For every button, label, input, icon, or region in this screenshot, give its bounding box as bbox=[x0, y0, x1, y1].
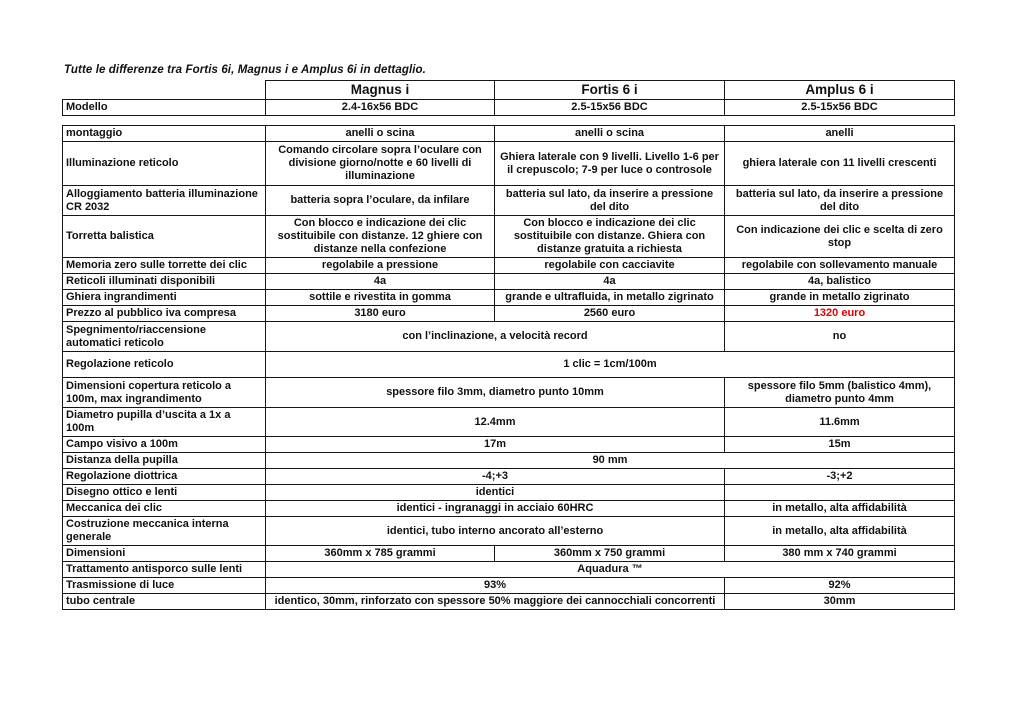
model-value-magnus: 2.4-16x56 BDC bbox=[266, 100, 495, 116]
spec-label-cell: Illuminazione reticolo bbox=[63, 142, 266, 186]
spec-value-cell: 12.4mm bbox=[266, 408, 725, 437]
spec-value-cell: 17m bbox=[266, 437, 725, 453]
spec-label-cell: Trasmissione di luce bbox=[63, 578, 266, 594]
table-row bbox=[63, 578, 955, 594]
spec-value-cell: 360mm x 750 grammi bbox=[495, 546, 725, 562]
spec-label-cell: Dimensioni bbox=[63, 546, 266, 562]
table-row bbox=[63, 453, 955, 469]
spec-label-cell: Meccanica dei clic bbox=[63, 501, 266, 517]
comparison-table bbox=[62, 125, 955, 610]
spec-value-cell: identici, tubo interno ancorato all’esterno bbox=[266, 517, 725, 546]
spec-label-cell: Alloggiamento batteria illuminazione CR 2032 bbox=[63, 186, 266, 216]
spec-value-cell: sottile e rivestita in gomma bbox=[266, 290, 495, 306]
spec-value-cell: 3180 euro bbox=[266, 306, 495, 322]
table-row bbox=[63, 546, 955, 562]
spec-value-cell: 4a bbox=[266, 274, 495, 290]
table-row bbox=[63, 469, 955, 485]
spec-label-cell: Ghiera ingrandimenti bbox=[63, 290, 266, 306]
spec-value-cell: Aquadura ™ bbox=[266, 562, 955, 578]
spec-value-cell: identici - ingranaggi in acciaio 60HRC bbox=[266, 501, 725, 517]
spec-value-cell: Con indicazione dei clic e scelta di zero stop bbox=[725, 216, 955, 258]
spec-value-cell: grande in metallo zigrinato bbox=[725, 290, 955, 306]
spec-value-cell: 2560 euro bbox=[495, 306, 725, 322]
spec-label-cell: Prezzo al pubblico iva compresa bbox=[63, 306, 266, 322]
spec-label-cell: Memoria zero sulle torrette dei clic bbox=[63, 258, 266, 274]
model-value-fortis: 2.5-15x56 BDC bbox=[495, 100, 725, 116]
spec-value-cell: -4;+3 bbox=[266, 469, 725, 485]
product-name-fortis: Fortis 6 i bbox=[495, 81, 725, 100]
spec-value-cell bbox=[725, 485, 955, 501]
table-row bbox=[63, 290, 955, 306]
spec-value-cell: Con blocco e indicazione dei clic sostituibile con distanze. Ghiera con distanze gratuita a richiesta bbox=[495, 216, 725, 258]
spec-value-cell: -3;+2 bbox=[725, 469, 955, 485]
table-row bbox=[63, 352, 955, 378]
spec-value-cell: Comando circolare sopra l’oculare con divisione giorno/notte e 60 livelli di illuminazione bbox=[266, 142, 495, 186]
spec-label-cell: Campo visivo a 100m bbox=[63, 437, 266, 453]
spec-value-cell: 15m bbox=[725, 437, 955, 453]
table-row bbox=[63, 322, 955, 352]
table-row bbox=[63, 594, 955, 610]
spec-value-cell: regolabile a pressione bbox=[266, 258, 495, 274]
product-name-amplus: Amplus 6 i bbox=[725, 81, 955, 100]
spec-value-cell: batteria sopra l’oculare, da infilare bbox=[266, 186, 495, 216]
table-row bbox=[63, 306, 955, 322]
table-row bbox=[63, 501, 955, 517]
spec-value-cell: Con blocco e indicazione dei clic sostituibile con distanze. 12 ghiere con distanze nella confezione bbox=[266, 216, 495, 258]
spec-value-cell: 90 mm bbox=[266, 453, 955, 469]
spec-value-cell: grande e ultrafluida, in metallo zigrinato bbox=[495, 290, 725, 306]
spec-label-cell: tubo centrale bbox=[63, 594, 266, 610]
spec-label-cell: Dimensioni copertura reticolo a 100m, max ingrandimento bbox=[63, 378, 266, 408]
spec-value-cell: Ghiera laterale con 9 livelli. Livello 1-6 per il crepuscolo; 7-9 per luce o controsole bbox=[495, 142, 725, 186]
spec-value-cell: anelli o scina bbox=[266, 126, 495, 142]
spec-value-cell: 380 mm x 740 grammi bbox=[725, 546, 955, 562]
spec-value-cell: 360mm x 785 grammi bbox=[266, 546, 495, 562]
spec-value-cell: con l’inclinazione, a velocità record bbox=[266, 322, 725, 352]
spec-value-cell: 1320 euro bbox=[725, 306, 955, 322]
table-row bbox=[63, 485, 955, 501]
spec-label-cell: Regolazione reticolo bbox=[63, 352, 266, 378]
spec-value-cell: regolabile con cacciavite bbox=[495, 258, 725, 274]
model-row-label: Modello bbox=[63, 100, 266, 116]
spec-value-cell: 92% bbox=[725, 578, 955, 594]
spec-label-cell: Costruzione meccanica interna generale bbox=[63, 517, 266, 546]
spec-label-cell: Regolazione diottrica bbox=[63, 469, 266, 485]
spec-value-cell: 4a, balistico bbox=[725, 274, 955, 290]
table-row bbox=[63, 216, 955, 258]
table-row bbox=[63, 258, 955, 274]
spec-value-cell: regolabile con sollevamento manuale bbox=[725, 258, 955, 274]
product-header-table bbox=[62, 80, 955, 116]
spacer-cell bbox=[63, 81, 266, 100]
spec-value-cell: 11.6mm bbox=[725, 408, 955, 437]
table-row bbox=[63, 378, 955, 408]
spec-value-cell: ghiera laterale con 11 livelli crescenti bbox=[725, 142, 955, 186]
spec-label-cell: Torretta balistica bbox=[63, 216, 266, 258]
table-row bbox=[63, 274, 955, 290]
spec-label-cell: Spegnimento/riaccensione automatici reticolo bbox=[63, 322, 266, 352]
spec-label-cell: montaggio bbox=[63, 126, 266, 142]
table-row bbox=[63, 517, 955, 546]
model-row bbox=[63, 100, 955, 116]
spec-value-cell: batteria sul lato, da inserire a pressione del dito bbox=[495, 186, 725, 216]
table-row bbox=[63, 186, 955, 216]
spec-label-cell: Diametro pupilla d’uscita a 1x a 100m bbox=[63, 408, 266, 437]
spec-value-cell: in metallo, alta affidabilità bbox=[725, 517, 955, 546]
table-row bbox=[63, 408, 955, 437]
spec-value-cell: 1 clic = 1cm/100m bbox=[266, 352, 955, 378]
table-row bbox=[63, 126, 955, 142]
spec-value-cell: 30mm bbox=[725, 594, 955, 610]
spec-label-cell: Disegno ottico e lenti bbox=[63, 485, 266, 501]
spec-label-cell: Distanza della pupilla bbox=[63, 453, 266, 469]
spec-value-cell: 93% bbox=[266, 578, 725, 594]
spec-value-cell: spessore filo 5mm (balistico 4mm), diametro punto 4mm bbox=[725, 378, 955, 408]
product-name-row bbox=[63, 81, 955, 100]
spec-value-cell: batteria sul lato, da inserire a pressione del dito bbox=[725, 186, 955, 216]
spec-value-cell: identici bbox=[266, 485, 725, 501]
model-value-amplus: 2.5-15x56 BDC bbox=[725, 100, 955, 116]
spec-label-cell: Trattamento antisporco sulle lenti bbox=[63, 562, 266, 578]
product-name-magnus: Magnus i bbox=[266, 81, 495, 100]
spec-value-cell: identico, 30mm, rinforzato con spessore 50% maggiore dei cannocchiali concorrenti bbox=[266, 594, 725, 610]
spec-value-cell: anelli o scina bbox=[495, 126, 725, 142]
spec-value-cell: no bbox=[725, 322, 955, 352]
spec-value-cell: anelli bbox=[725, 126, 955, 142]
spec-value-cell: in metallo, alta affidabilità bbox=[725, 501, 955, 517]
document-title: Tutte le differenze tra Fortis 6i, Magnus i e Amplus 6i in dettaglio. bbox=[64, 64, 426, 76]
spec-value-cell: 4a bbox=[495, 274, 725, 290]
spec-value-cell: spessore filo 3mm, diametro punto 10mm bbox=[266, 378, 725, 408]
table-row bbox=[63, 562, 955, 578]
table-row bbox=[63, 437, 955, 453]
spec-label-cell: Reticoli illuminati disponibili bbox=[63, 274, 266, 290]
table-row bbox=[63, 142, 955, 186]
